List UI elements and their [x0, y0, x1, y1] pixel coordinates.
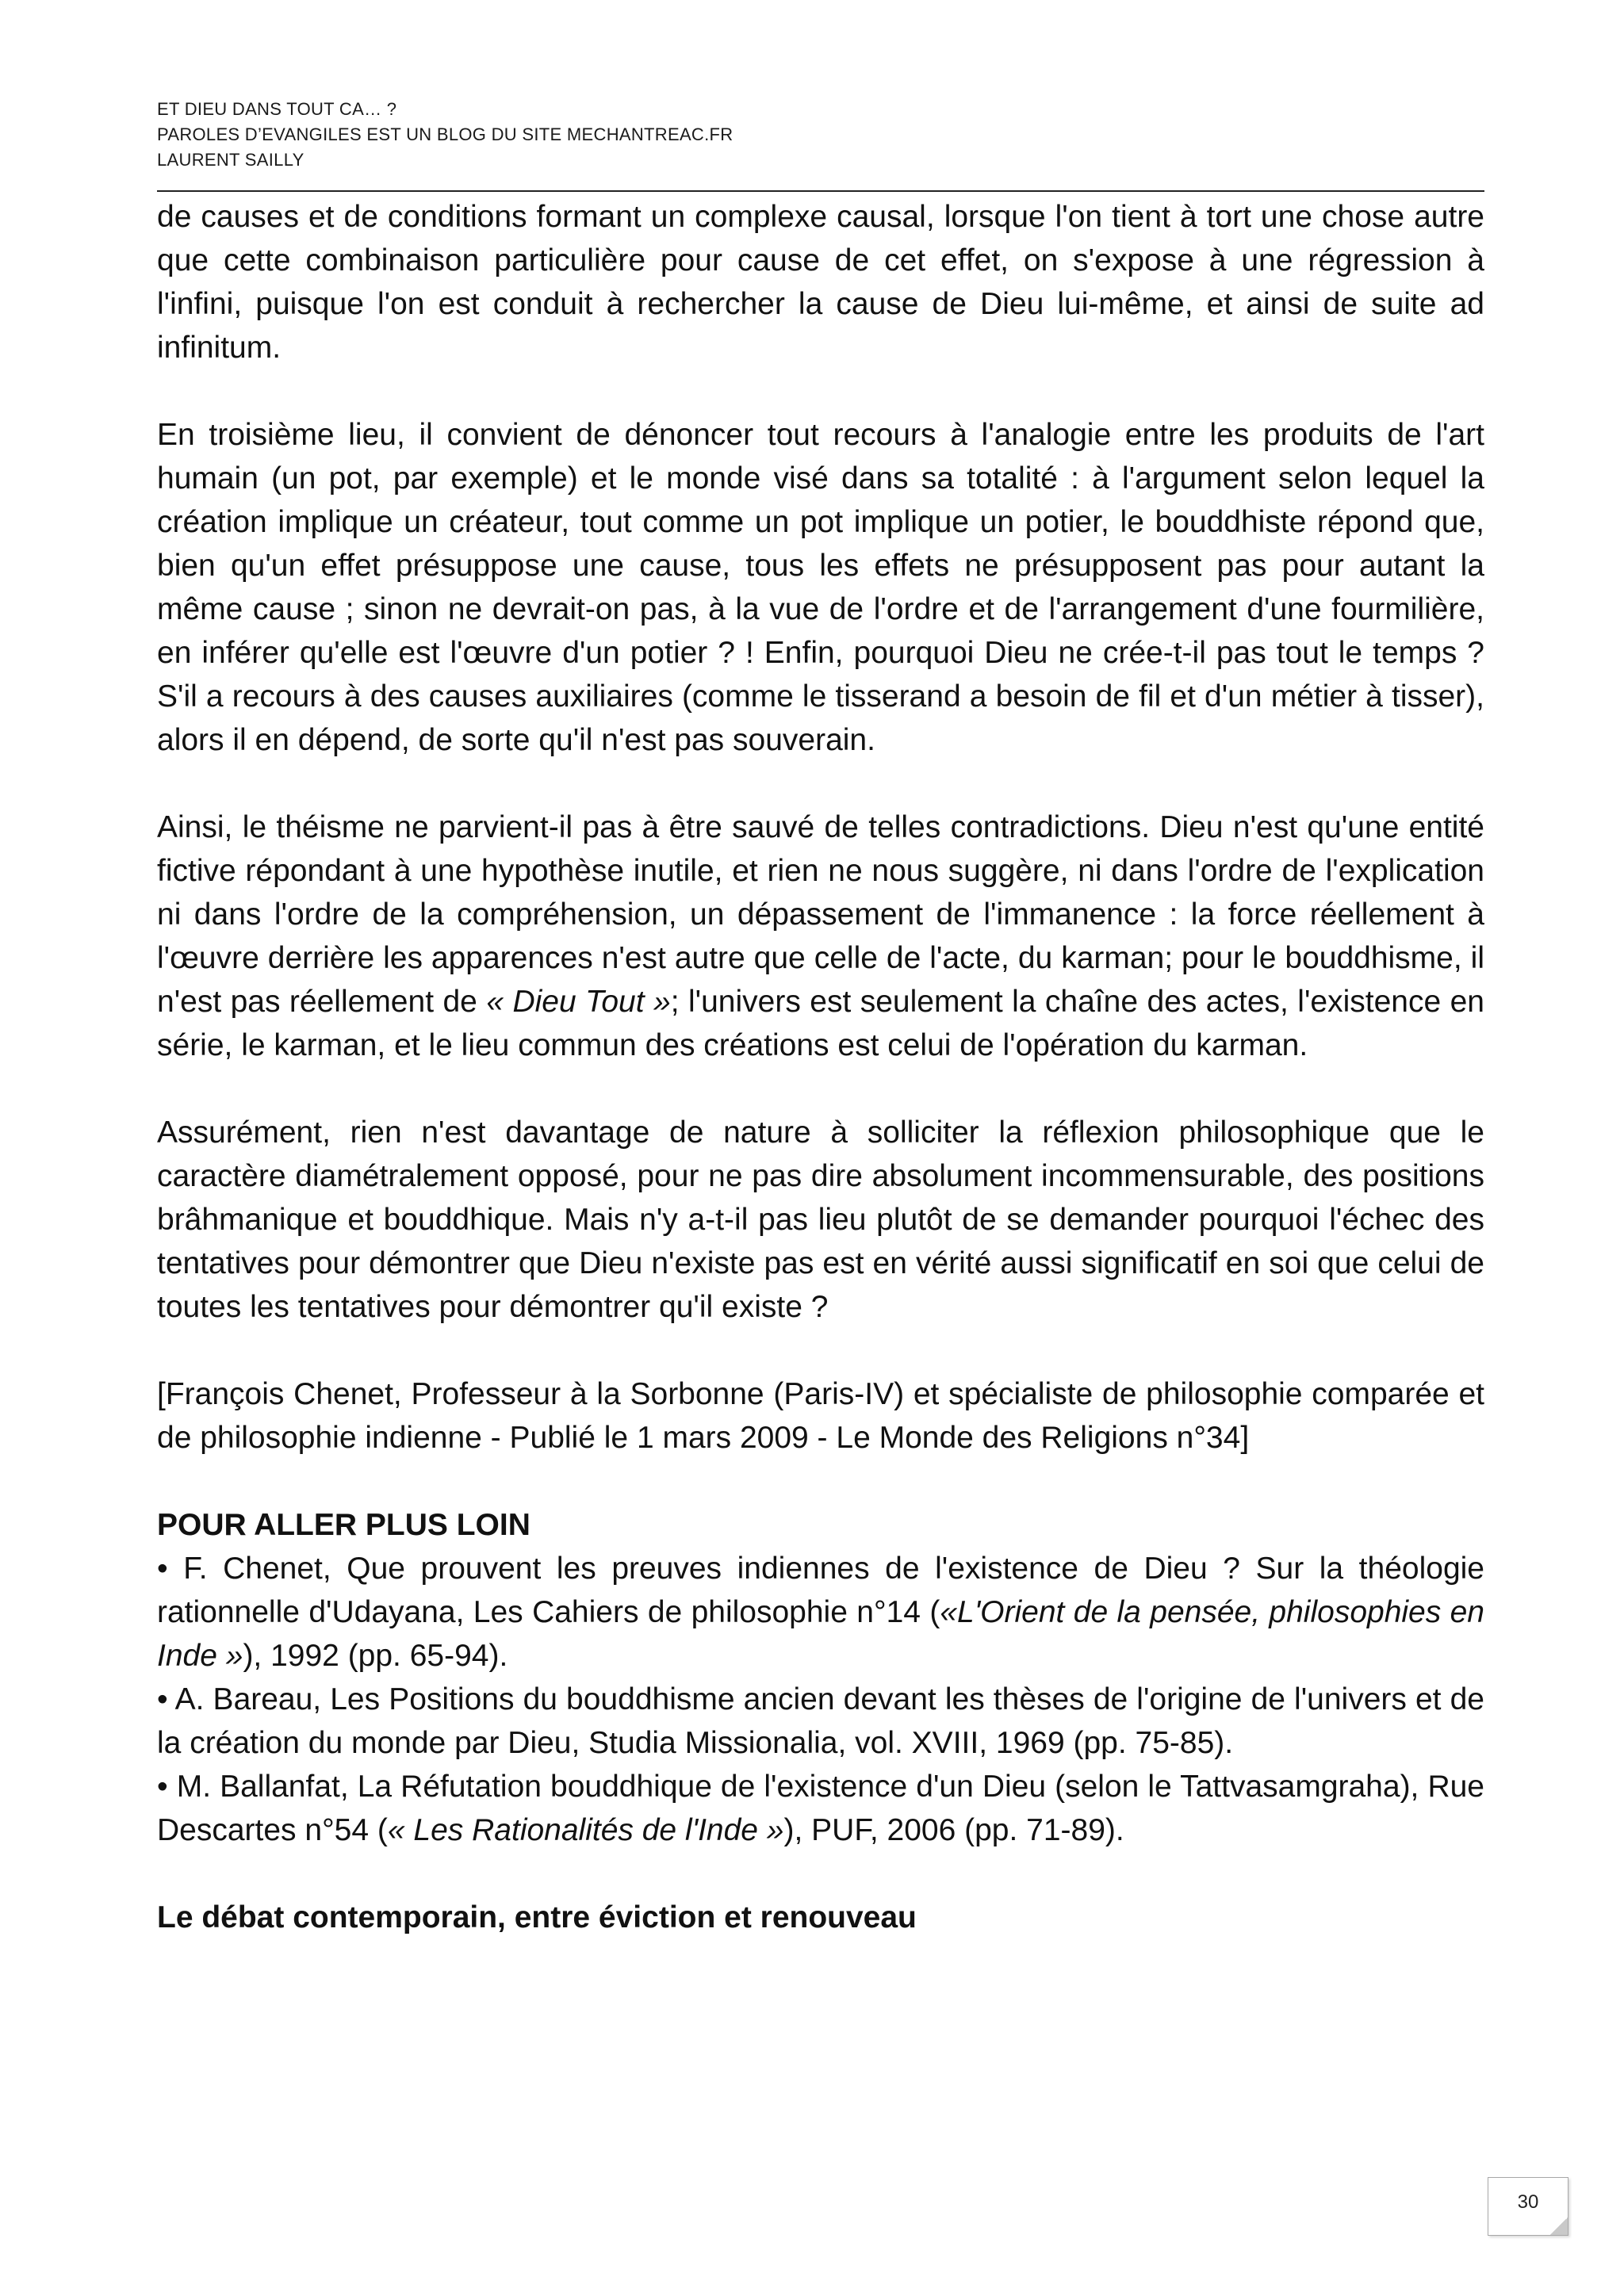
page-number-badge [1488, 2177, 1568, 2236]
page-number: 30 [1517, 2191, 1539, 2213]
paragraph-conclusion: Assurément, rien n'est davantage de nature à solliciter la réflexion philosophique que le caractère diamétralement opposé, pour ne pas dire absolument incommensurable, des positions brâhmanique et bouddhique. Mais n'y a-t-il pas lieu plutôt de se demander pourquoi l'échec des tentatives pour démontrer que Dieu n'existe pas est en vérité aussi significatif en soi que celui de toutes les tentatives pour démontrer qu'il existe ? [157, 1115, 1484, 1324]
reference-item-italic: « Les Rationalités de l'Inde » [387, 1813, 784, 1847]
paragraph-theism-text-a: Ainsi, le théisme ne parvient-il pas à être sauvé de telles contradictions. Dieu n'est qu'une entité fictive répondant à une hypothèse inutile, et rien ne nous suggère, ni dans l'ordre de l'explication ni dans l'ordre de la compréhension, un dépassement de l'immanence : la force réellement à l'œuvre derrière les apparences n'est autre que celle de l'acte, du karman; pour le bouddhisme, il n'est pas réellement de [157, 810, 1484, 1019]
header-divider [157, 190, 1484, 192]
reference-item-text-a: • F. Chenet, Que prouvent les preuves indiennes de l'existence de Dieu ? Sur la théologie rationnelle d'Udayana, Les Cahiers de philosophie n°14 ( [157, 1552, 1484, 1629]
paragraph-theism [157, 806, 1484, 1067]
page-content [157, 195, 1484, 1939]
paragraph-causal-complex: de causes et de conditions formant un complexe causal, lorsque l'on tient à tort une chose autre que cette combinaison particulière pour cause de cet effet, on s'expose à une régression à l'infini, puisque l'on est conduit à rechercher la cause de Dieu lui-même, et ainsi de suite ad infinitum. [157, 200, 1484, 365]
running-header [157, 97, 1483, 173]
reference-item [157, 1547, 1484, 1678]
paragraph-citation: [François Chenet, Professeur à la Sorbonne (Paris-IV) et spécialiste de philosophie comparée et de philosophie indienne - Publié le 1 mars 2009 - Le Monde des Religions n°34] [157, 1377, 1484, 1455]
further-reading-section [157, 1503, 1484, 1852]
further-reading-heading: POUR ALLER PLUS LOIN [157, 1508, 530, 1542]
header-blog-line: PAROLES D’EVANGILES EST UN BLOG DU SITE MECHANTREAC.FR [157, 124, 733, 144]
paragraph-analogy: En troisième lieu, il convient de dénoncer tout recours à l'analogie entre les produits de l'art humain (un pot, par exemple) et le monde visé dans sa totalité : à l'argument selon lequel la création implique un créateur, tout comme un pot implique un potier, le bouddhiste répond que, bien qu'un effet présuppose une cause, tous les effets ne présupposent pas pour autant la même cause ; sinon ne devrait-on pas, à la vue de l'ordre et de l'arrangement d'une fourmilière, en inférer qu'elle est l'œuvre d'un potier ? ! Enfin, pourquoi Dieu ne crée-t-il pas tout le temps ? S'il a recours à des causes auxiliaires (comme le tisserand a besoin de fil et d'un métier à tisser), alors il en dépend, de sorte qu'il n'est pas souverain. [157, 418, 1484, 757]
reference-item-text-a: • M. Ballanfat, La Réfutation bouddhique de l'existence d'un Dieu (selon le Tattvasamgraha), Rue Descartes n°54 ( [157, 1770, 1484, 1847]
reference-item-text-b: ), 1992 (pp. 65-94). [243, 1639, 508, 1673]
reference-item-italic: «L'Orient de la pensée, philosophies en Inde » [157, 1595, 1484, 1673]
page-curl-icon [1550, 2218, 1568, 2235]
header-author: LAURENT SAILLY [157, 150, 304, 170]
reference-item-text-b: ), PUF, 2006 (pp. 71-89). [783, 1813, 1124, 1847]
reference-item: • A. Bareau, Les Positions du bouddhisme ancien devant les thèses de l'origine de l'univers et de la création du monde par Dieu, Studia Missionalia, vol. XVIII, 1969 (pp. 75-85). [157, 1682, 1484, 1760]
paragraph-theism-text-b: ; l'univers est seulement la chaîne des actes, l'existence en série, le karman, et le lieu commun des créations est celui de l'opération du karman. [157, 985, 1484, 1062]
paragraph-theism-quote: « Dieu Tout » [486, 985, 671, 1019]
reference-item [157, 1765, 1484, 1852]
section-heading: Le débat contemporain, entre éviction et renouveau [157, 1900, 917, 1934]
header-title: ET DIEU DANS TOUT CA… ? [157, 99, 397, 119]
